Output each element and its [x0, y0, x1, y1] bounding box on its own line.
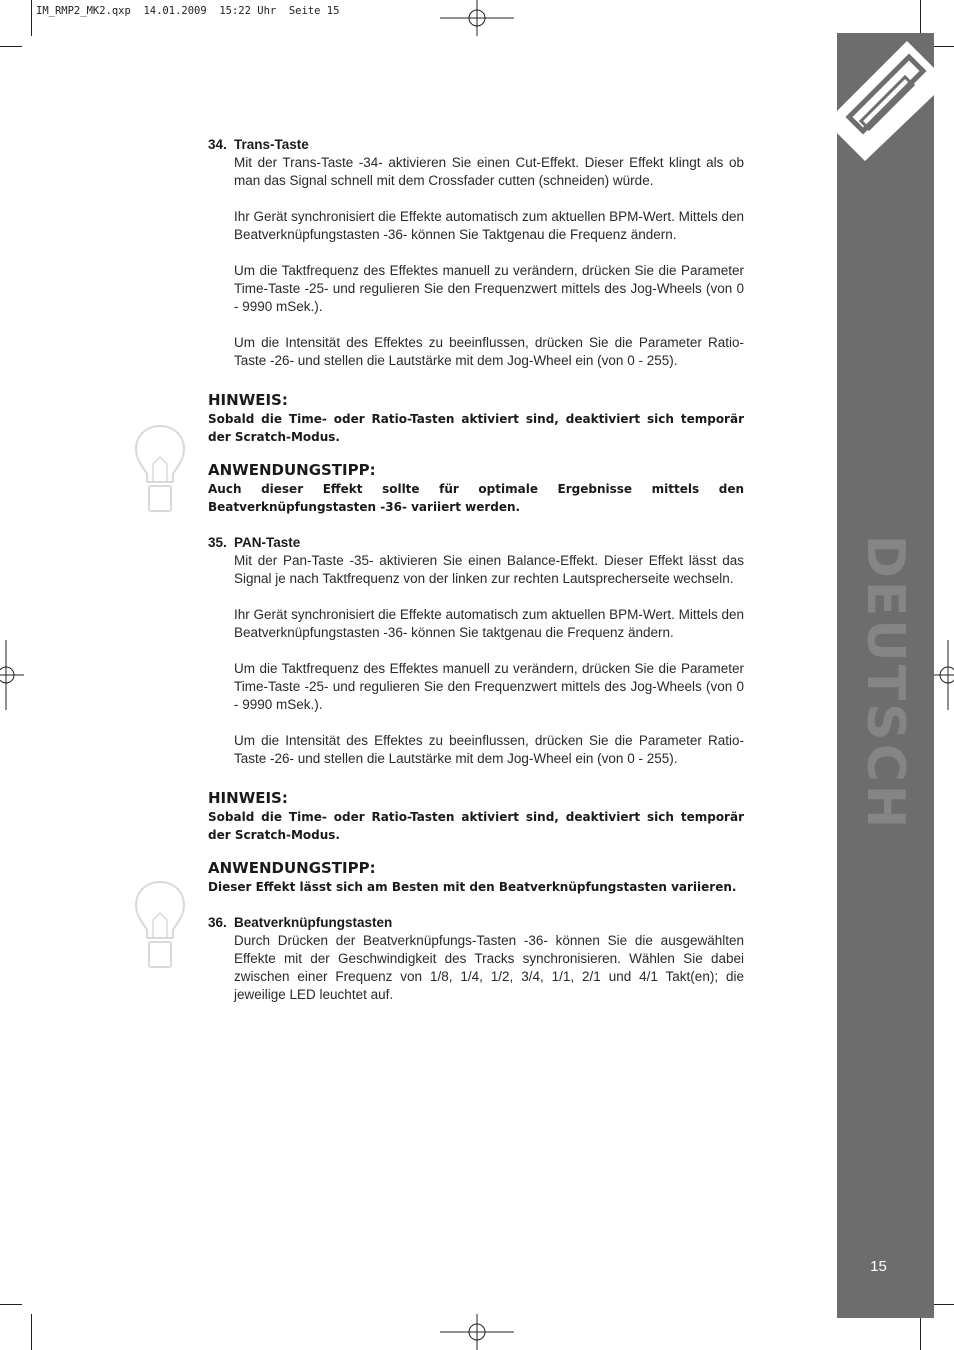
- crop-mark: [31, 1314, 32, 1350]
- paragraph: Um die Taktfrequenz des Effektes manuell zu verändern, drücken Sie die Parameter Time-Taste -25- und regulieren Sie den Frequenzwert mittels des Jog-Wheels (von 0 - 9990 mSek.).: [234, 263, 744, 314]
- hinweis-text: Sobald die Time- oder Ratio-Tasten aktiviert sind, deaktiviert sich temporär der Scratch-Modus.: [208, 412, 744, 444]
- language-sidebar: [837, 33, 934, 1318]
- paragraph: Durch Drücken der Beatverknüpfungs-Tasten -36- können Sie die ausgewählten Effekte mit der Geschwindigkeit des Tracks synchronisieren. Wählen Sie dabei zwischen einer Frequenz von 1/8, 1/4, 1/2, 3/4, 1/1, 2/1 und 4/1 Takt(en); die jeweilige LED leuchtet auf.: [234, 933, 744, 1002]
- section-title-text: Beatverknüpfungstasten: [234, 915, 393, 930]
- crop-mark: [0, 1304, 22, 1305]
- tipp-text: Auch dieser Effekt sollte für optimale Ergebnisse mittels den Beatverknüpfungstasten -36- variiert werden.: [208, 482, 744, 514]
- paragraph: Um die Intensität des Effektes zu beeinflussen, drücken Sie die Parameter Ratio-Taste -26- und stellen die Lautstärke mit dem Jog-Wheel ein (von 0 - 255).: [234, 733, 744, 766]
- section-number: 34.: [208, 137, 227, 152]
- hinweis-text: Sobald die Time- oder Ratio-Tasten aktiviert sind, deaktiviert sich temporär der Scratch-Modus.: [208, 810, 744, 842]
- crop-mark: [932, 1304, 954, 1305]
- printer-slug: IM_RMP2_MK2.qxp 14.01.2009 15:22 Uhr Seite 15: [36, 5, 340, 17]
- section-title: [208, 136, 744, 154]
- paragraph: Um die Taktfrequenz des Effektes manuell zu verändern, drücken Sie die Parameter Time-Taste -25- und regulieren Sie den Frequenzwert mittels des Jog-Wheels (von 0 - 9990 mSek.).: [234, 661, 744, 712]
- paragraph: Ihr Gerät synchronisiert die Effekte automatisch zum aktuellen BPM-Wert. Mittels den Beatverknüpfungstasten -36- können Sie Taktgenau die Frequenz ändern.: [234, 209, 744, 242]
- main-content: [208, 136, 744, 1004]
- section-title: [208, 914, 744, 932]
- section-title: [208, 534, 744, 552]
- paragraph: Ihr Gerät synchronisiert die Effekte automatisch zum aktuellen BPM-Wert. Mittels den Beatverknüpfungstasten -36- können Sie taktgenau die Frequenz ändern.: [234, 607, 744, 640]
- section-number: 35.: [208, 535, 227, 550]
- hinweis-heading: HINWEIS:: [208, 789, 288, 807]
- registration-mark-left: [0, 640, 24, 710]
- registration-mark-top: [440, 0, 514, 36]
- lightbulb-icon: [133, 424, 187, 516]
- registration-mark-bottom: [440, 1314, 514, 1350]
- crop-mark: [920, 0, 921, 33]
- section-title-text: PAN-Taste: [234, 535, 301, 550]
- paragraph: Mit der Trans-Taste -34- aktivieren Sie einen Cut-Effekt. Dieser Effekt klingt als ob man das Signal schnell mit dem Crossfader cutten (schneiden) würde.: [234, 155, 744, 188]
- brand-logo-icon: [837, 33, 934, 163]
- paragraph: Mit der Pan-Taste -35- aktivieren Sie einen Balance-Effekt. Dieser Effekt lässt das Signal je nach Taktfrequenz von der linken zur rechten Lautsprecherseite wechseln.: [234, 553, 744, 586]
- crop-mark: [932, 46, 954, 47]
- lightbulb-icon: [133, 880, 187, 972]
- section-number: 36.: [208, 915, 227, 930]
- crop-mark: [31, 0, 32, 36]
- crop-mark: [0, 46, 22, 47]
- language-label: DEUTSCH: [855, 534, 915, 832]
- crop-mark: [920, 1318, 921, 1350]
- tipp-heading: ANWENDUNGSTIPP:: [208, 859, 376, 877]
- page-number: 15: [870, 1258, 887, 1275]
- tipp-heading: ANWENDUNGSTIPP:: [208, 461, 376, 479]
- hinweis-heading: HINWEIS:: [208, 391, 288, 409]
- tipp-text: Dieser Effekt lässt sich am Besten mit den Beatverknüpfungstasten variieren.: [208, 880, 737, 894]
- paragraph: Um die Intensität des Effektes zu beeinflussen, drücken Sie die Parameter Ratio-Taste -26- und stellen die Lautstärke mit dem Jog-Wheel ein (von 0 - 255).: [234, 335, 744, 368]
- section-title-text: Trans-Taste: [234, 137, 309, 152]
